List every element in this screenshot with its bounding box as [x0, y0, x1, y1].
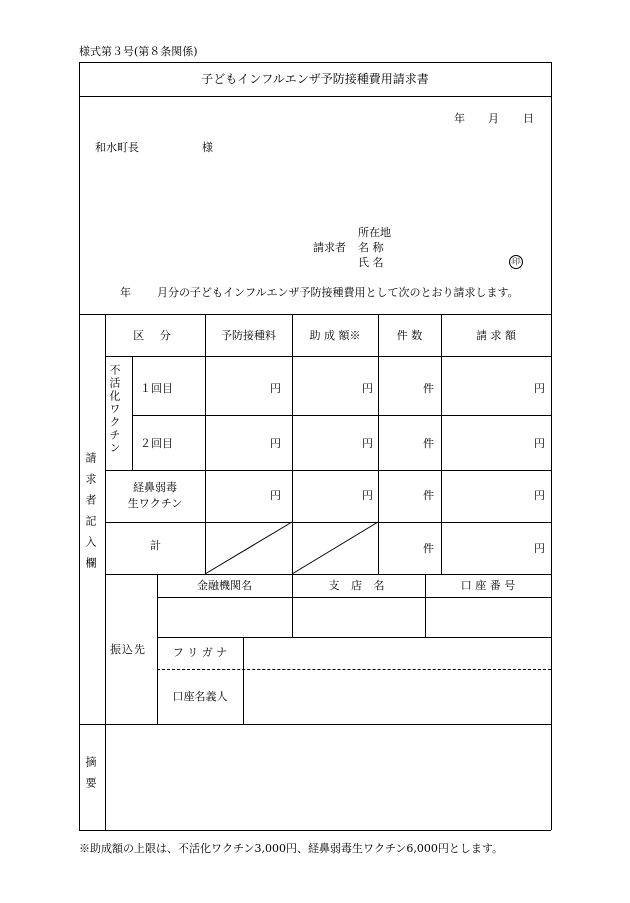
transfer-label: 振込先 — [110, 643, 146, 656]
row2-fee-unit: 円 — [270, 437, 281, 450]
row3-label-line2: 生ワクチン — [127, 497, 183, 510]
frame-right — [551, 62, 552, 830]
remarks-label: 摘要 — [84, 756, 97, 798]
frame-left — [79, 62, 80, 830]
date-year: 年 — [454, 112, 465, 125]
frame-bottom — [79, 830, 551, 831]
footnote: ※助成額の上限は、不活化ワクチン3,000円、経鼻弱毒生ワクチン6,000円とします。 — [79, 842, 503, 855]
total-count-unit: 件 — [423, 542, 434, 555]
row1-subsidy-unit: 円 — [362, 382, 373, 395]
account-number-field[interactable] — [426, 598, 551, 637]
header-count: 件 数 — [396, 329, 423, 342]
remarks-field[interactable] — [106, 725, 551, 830]
row2-claim-unit: 円 — [534, 437, 545, 450]
statement-text: 月分の子どもインフルエンザ予防接種費用として次のとおり請求します。 — [157, 286, 519, 299]
addressee-name: 和水町長 — [95, 141, 139, 154]
account-holder-field[interactable] — [244, 670, 551, 724]
row1-claim-unit: 円 — [534, 382, 545, 395]
claimant-person-label: 氏 名 — [358, 256, 384, 269]
furigana-field[interactable] — [244, 638, 551, 668]
header-subsidy: 助 成 額※ — [309, 329, 361, 342]
row3-claim-unit: 円 — [534, 489, 545, 502]
row2-label: ２回目 — [140, 437, 173, 450]
row3-count-unit: 件 — [423, 489, 434, 502]
header-fee: 予防接種料 — [221, 329, 276, 342]
claimant-label: 請求者 — [313, 241, 346, 254]
statement-year: 年 — [120, 286, 131, 299]
bank-name-label: 金融機関名 — [197, 579, 252, 592]
row1-label: １回目 — [140, 382, 173, 395]
claimant-section-label: 請求者記入欄 — [84, 452, 97, 578]
total-label: 計 — [150, 539, 161, 552]
furigana-label: フ リ ガ ナ — [172, 646, 228, 659]
header-category: 区 分 — [133, 329, 177, 342]
total-claim-unit: 円 — [534, 542, 545, 555]
document-title: 子どもインフルエンザ予防接種費用請求書 — [201, 72, 429, 86]
claimant-address-label: 所在地 — [358, 226, 391, 239]
addressee-honorific: 様 — [202, 141, 213, 154]
row2-count-unit: 件 — [423, 437, 434, 450]
row3-fee-unit: 円 — [270, 489, 281, 502]
row2-subsidy-unit: 円 — [362, 437, 373, 450]
total-subsidy-diagonal — [292, 522, 378, 574]
account-number-label: 口 座 番 号 — [460, 579, 516, 592]
date-day: 日 — [523, 112, 534, 125]
bank-name-field[interactable] — [158, 598, 292, 637]
total-fee-diagonal — [205, 522, 292, 574]
claimant-org-label: 名 称 — [358, 241, 384, 254]
header-claim: 請 求 額 — [476, 329, 516, 342]
row3-label-line1: 経鼻弱毒 — [133, 481, 177, 494]
branch-field[interactable] — [293, 598, 425, 637]
date-month: 月 — [488, 112, 499, 125]
frame-top — [79, 62, 551, 63]
row1-count-unit: 件 — [423, 382, 434, 395]
form-number: 様式第３号(第８条関係) — [79, 45, 198, 58]
branch-label: 支 店 名 — [328, 579, 389, 592]
row3-subsidy-unit: 円 — [362, 489, 373, 502]
account-holder-label: 口座名義人 — [172, 690, 228, 703]
inactivated-group-label: 不活化ワクチン — [108, 364, 121, 455]
row1-fee-unit: 円 — [270, 382, 281, 395]
seal-icon: 印 — [509, 255, 523, 269]
